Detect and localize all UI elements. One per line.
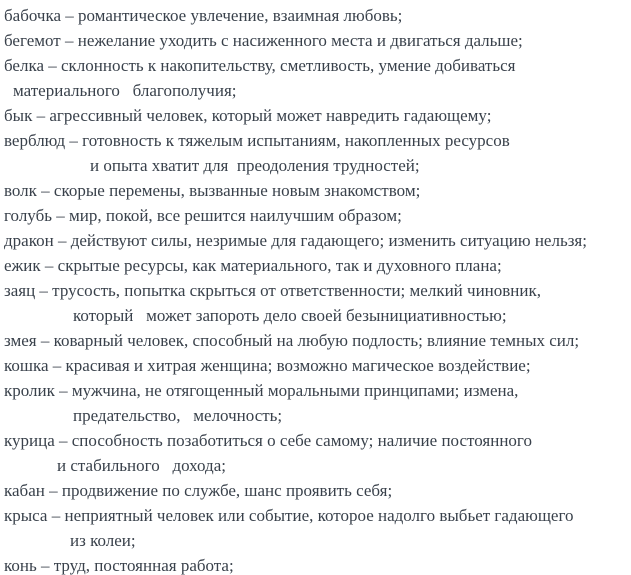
text-line: змея – коварный человек, способный на любую подлость; влияние темных сил; [4, 331, 580, 350]
text-line: бабочка – романтическое увлечение, взаимная любовь; [4, 6, 403, 25]
text-line: бык – агрессивный человек, который может навредить гадающему; [4, 106, 492, 125]
text-line: который может запороть дело своей безынициативностью; [73, 306, 507, 325]
text-line: из колеи; [70, 531, 136, 550]
text-line: предательство, мелочность; [73, 406, 283, 425]
text-line: бегемот – нежелание уходить с насиженного места и двигаться дальше; [4, 31, 523, 50]
text-line: и опыта хватит для преодоления трудностей; [90, 156, 420, 175]
text-line: материального благополучия; [13, 81, 237, 100]
text-line: курица – способность позаботиться о себе самому; наличие постоянного [4, 431, 532, 450]
text-line: кролик – мужчина, не отягощенный моральными принципами; измена, [4, 381, 519, 400]
text-line: крыса – неприятный человек или событие, которое надолго выбьет гадающего [4, 506, 574, 525]
text-line: и стабильного дохода; [57, 456, 226, 475]
text-line: верблюд – готовность к тяжелым испытаниям, накопленных ресурсов [4, 131, 510, 150]
text-line: волк – скорые перемены, вызванные новым знакомством; [4, 181, 421, 200]
text-line: дракон – действуют силы, незримые для гадающего; изменить ситуацию нельзя; [4, 231, 587, 250]
text-line: голубь – мир, покой, все решится наилучшим образом; [4, 206, 402, 225]
text-line: ежик – скрытые ресурсы, как материального, так и духовного плана; [4, 256, 502, 275]
text-line: кошка – красивая и хитрая женщина; возможно магическое воздействие; [4, 356, 531, 375]
text-line: конь – труд, постоянная работа; [4, 556, 234, 575]
text-line: кабан – продвижение по службе, шанс проявить себя; [4, 481, 393, 500]
text-line: заяц – трусость, попытка скрыться от ответственности; мелкий чиновник, [4, 281, 542, 300]
text-line: белка – склонность к накопительству, сметливость, умение добиваться [4, 56, 516, 75]
